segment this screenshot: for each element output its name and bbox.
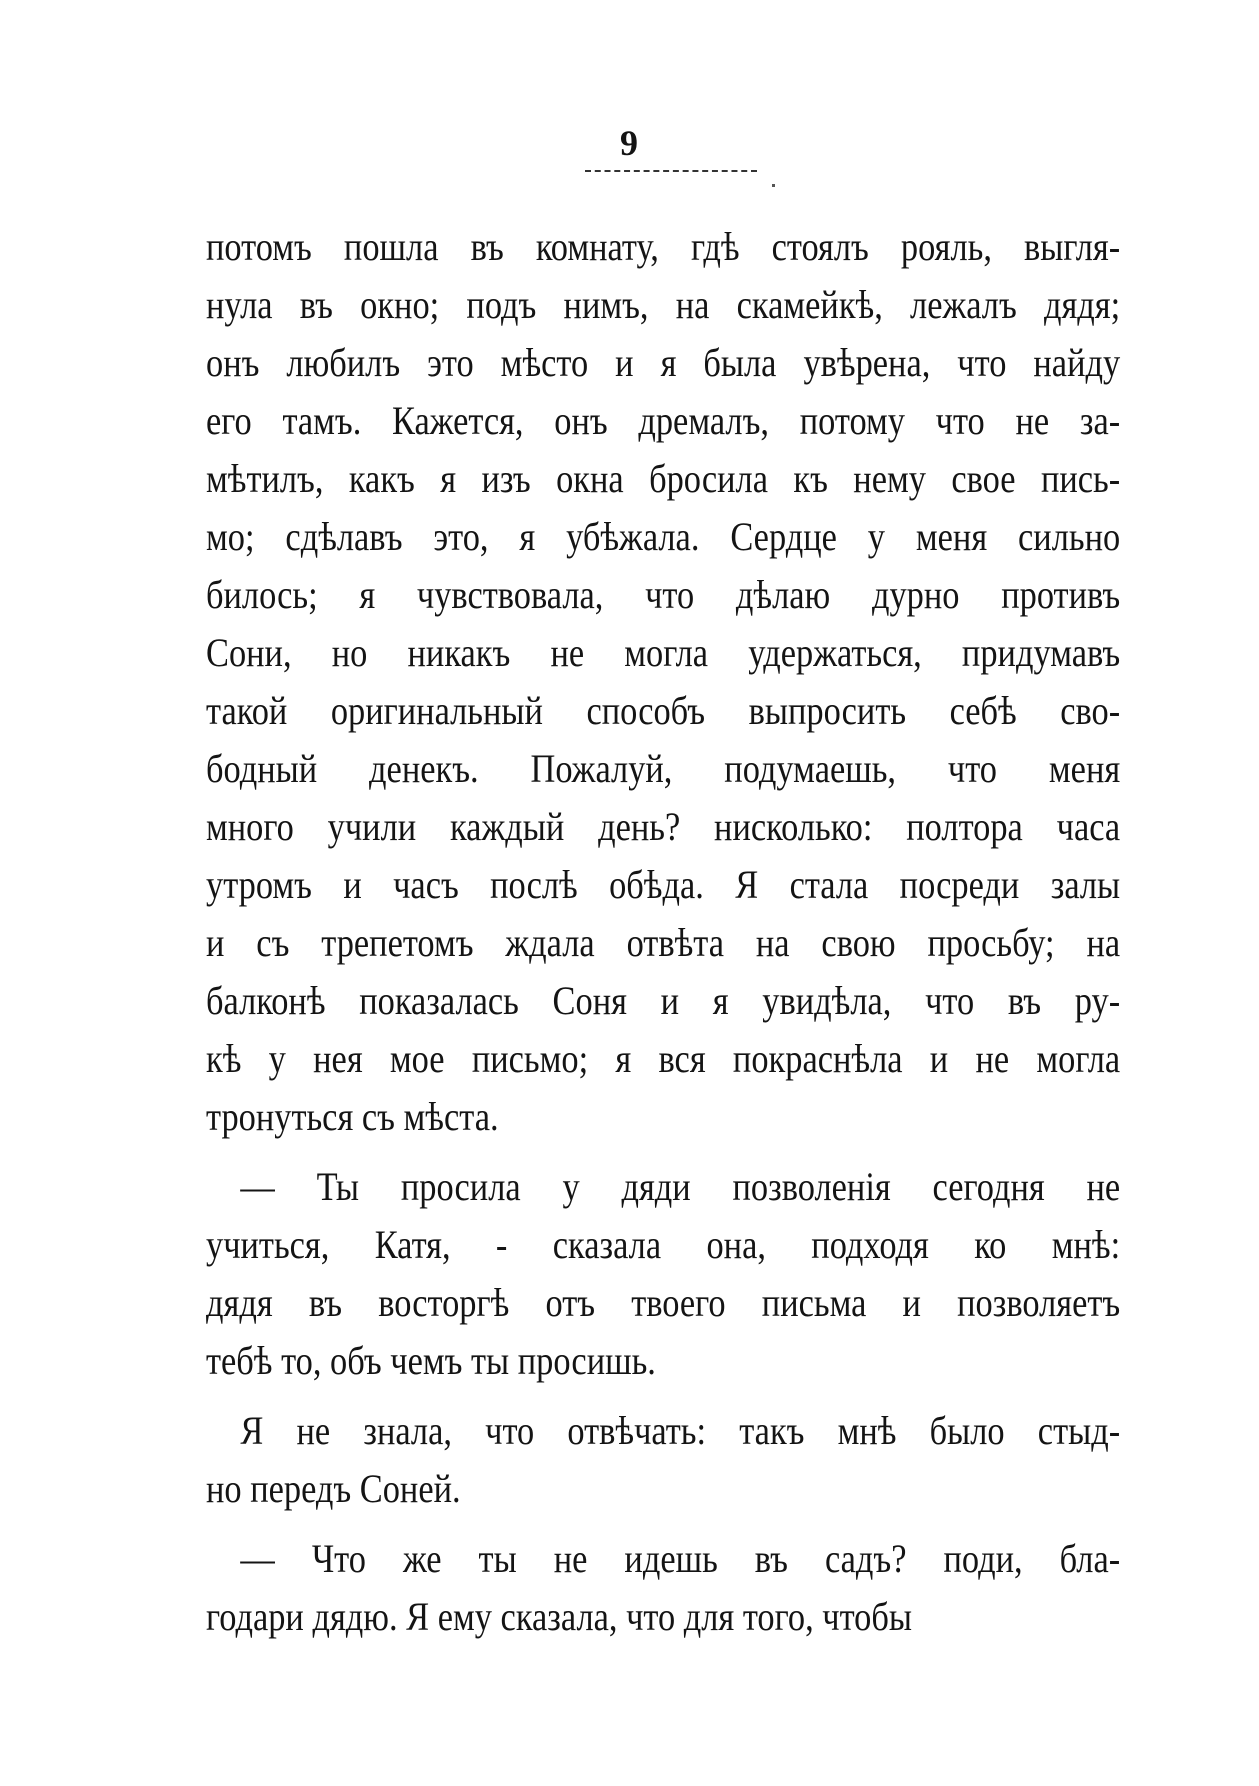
text-line: бодный денекъ. Пожалуй, подумаешь, что меня <box>206 746 1121 791</box>
text-line: Я не знала, что отвѣчать: такъ мнѣ было стыд- <box>240 1408 1121 1453</box>
text-line: дядя въ восторгѣ отъ твоего письма и позволяетъ <box>206 1280 1121 1325</box>
header-rule <box>585 170 757 172</box>
paragraph <box>206 218 1120 1146</box>
paragraph <box>206 1530 1120 1646</box>
text-line: много учили каждый день? нисколько: полтора часа <box>206 804 1121 849</box>
text-line: Сони, но никакъ не могла удержаться, придумавъ <box>206 630 1121 675</box>
text-line: билось; я чувствовала, что дѣлаю дурно противъ <box>206 572 1121 617</box>
page-number: 9 <box>620 123 639 163</box>
text-line: мѣтилъ, какъ я изъ окна бросила къ нему свое пись- <box>206 456 1121 501</box>
text-line: годари дядю. Я ему сказала, что для того, чтобы <box>206 1594 912 1639</box>
paragraph-gap <box>206 1390 1120 1402</box>
text-line: тебѣ то, объ чемъ ты просишь. <box>206 1338 656 1383</box>
header-mark <box>772 184 775 187</box>
text-line: нула въ окно; подъ нимъ, на скамейкѣ, лежалъ дядя; <box>206 282 1121 327</box>
text-line: — Ты просила у дяди позволенія сегодня не <box>240 1164 1121 1209</box>
paragraph <box>206 1158 1120 1390</box>
text-line: тронуться съ мѣста. <box>206 1094 499 1139</box>
paragraph <box>206 1402 1120 1518</box>
text-line: утромъ и часъ послѣ обѣда. Я стала посреди залы <box>206 862 1121 907</box>
paragraph-gap <box>206 1146 1120 1158</box>
text-line: балконѣ показалась Соня и я увидѣла, что въ ру- <box>206 978 1121 1023</box>
paragraph-gap <box>206 1518 1120 1530</box>
text-line: онъ любилъ это мѣсто и я была увѣрена, что найду <box>206 340 1121 385</box>
text-line: такой оригинальный способъ выпросить себѣ сво- <box>206 688 1121 733</box>
text-line: мо; сдѣлавъ это, я убѣжала. Сердце у меня сильно <box>206 514 1121 559</box>
text-line: потомъ пошла въ комнату, гдѣ стоялъ рояль, выгля- <box>206 224 1121 269</box>
text-line: его тамъ. Кажется, онъ дремалъ, потому что не за- <box>206 398 1121 443</box>
text-line: учиться, Катя, - сказала она, подходя ко мнѣ: <box>206 1222 1121 1267</box>
text-line: — Что же ты не идешь въ садъ? поди, бла- <box>240 1536 1121 1581</box>
text-line: но передъ Соней. <box>206 1466 461 1511</box>
text-line: кѣ у нея мое письмо; я вся покраснѣла и не могла <box>206 1036 1121 1081</box>
body-text <box>206 218 1120 1646</box>
text-line: и съ трепетомъ ждала отвѣта на свою просьбу; на <box>206 920 1121 965</box>
